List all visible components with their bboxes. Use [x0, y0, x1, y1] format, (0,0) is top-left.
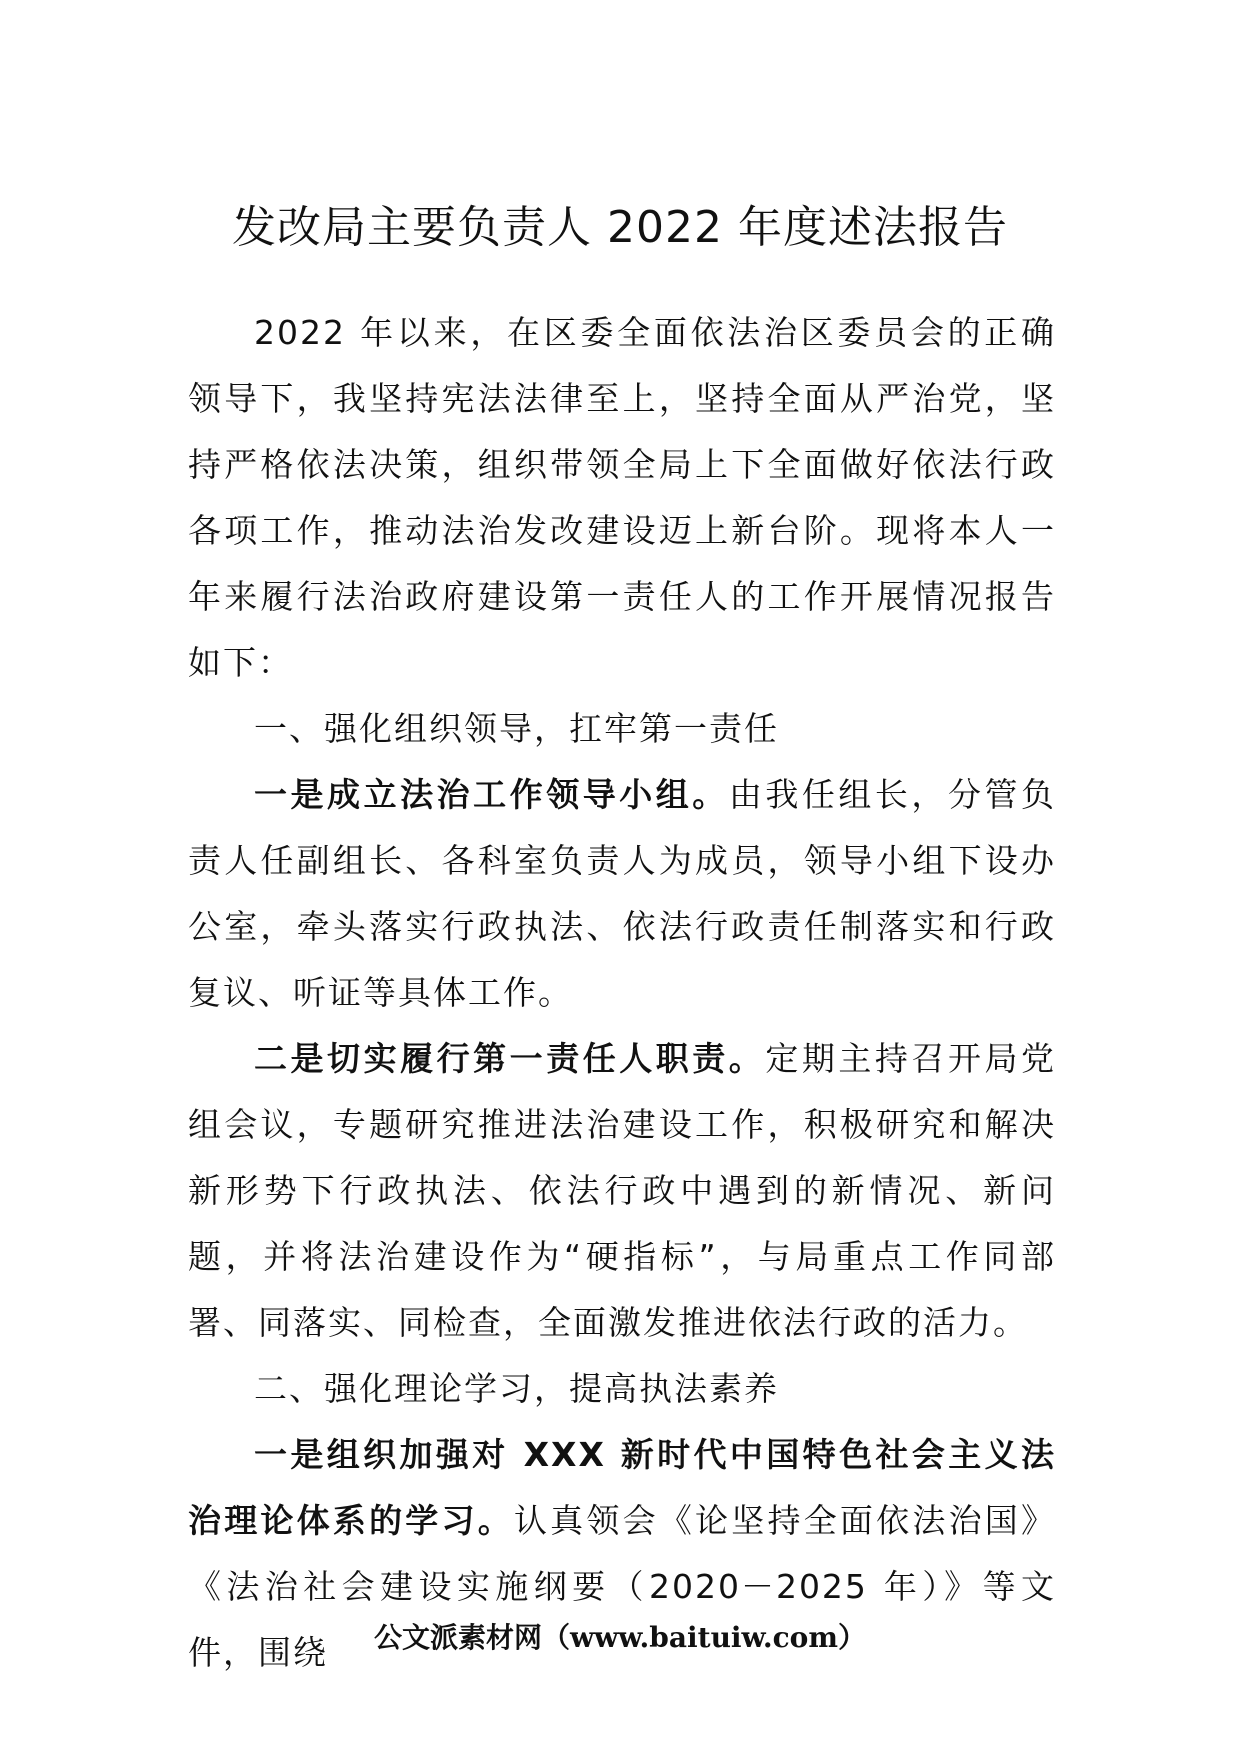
section-1-item-2-text: 定期主持召开局党组会议，专题研究推进法治建设工作，积极研究和解决新形势下行政执法、依法行政中遇到的新情况、新问题，并将法治建设作为“硬指标”，与局重点工作同部署、同落实、同检查，全面激发推进依法行政的活力。 — [188, 1039, 1057, 1342]
section-2-item-1-text: 认真领会《论坚持全面依法治国》《法治社会建设实施纲要（2020－2025 年）》等文件，围绕 — [188, 1501, 1057, 1672]
document-title: 发改局主要负责人 2022 年度述法报告 — [232, 202, 1008, 253]
document-body — [188, 300, 1056, 1686]
section-1-item-1 — [188, 762, 1056, 1026]
section-1-item-1-lead: 一是成立法治工作领导小组。 — [254, 775, 729, 814]
section-1-item-1-text: 由我任组长，分管负责人任副组长、各科室负责人为成员，领导小组下设办公室，牵头落实行政执法、依法行政责任制落实和行政复议、听证等具体工作。 — [188, 775, 1057, 1012]
section-1-item-2 — [188, 1026, 1056, 1356]
section-1-item-2-lead: 二是切实履行第一责任人职责。 — [254, 1039, 766, 1078]
footer-watermark: 公文派素材网（www.baituiw.com） — [374, 1621, 866, 1654]
section-2-heading: 二、强化理论学习，提高执法素养 — [254, 1369, 779, 1408]
section-1-heading: 一、强化组织领导，扛牢第一责任 — [254, 709, 779, 748]
intro-paragraph: 2022 年以来，在区委全面依法治区委员会的正确领导下，我坚持宪法法律至上，坚持全面从严治党，坚持严格依法决策，组织带领全局上下全面做好依法行政各项工作，推动法治发改建设迈上新台阶。现将本人一年来履行法治政府建设第一责任人的工作开展情况报告如下： — [188, 313, 1056, 682]
section-2-item-1-lead: 一是组织加强对 XXX 新时代中国特色社会主义法治理论体系的学习。 — [188, 1435, 1056, 1540]
